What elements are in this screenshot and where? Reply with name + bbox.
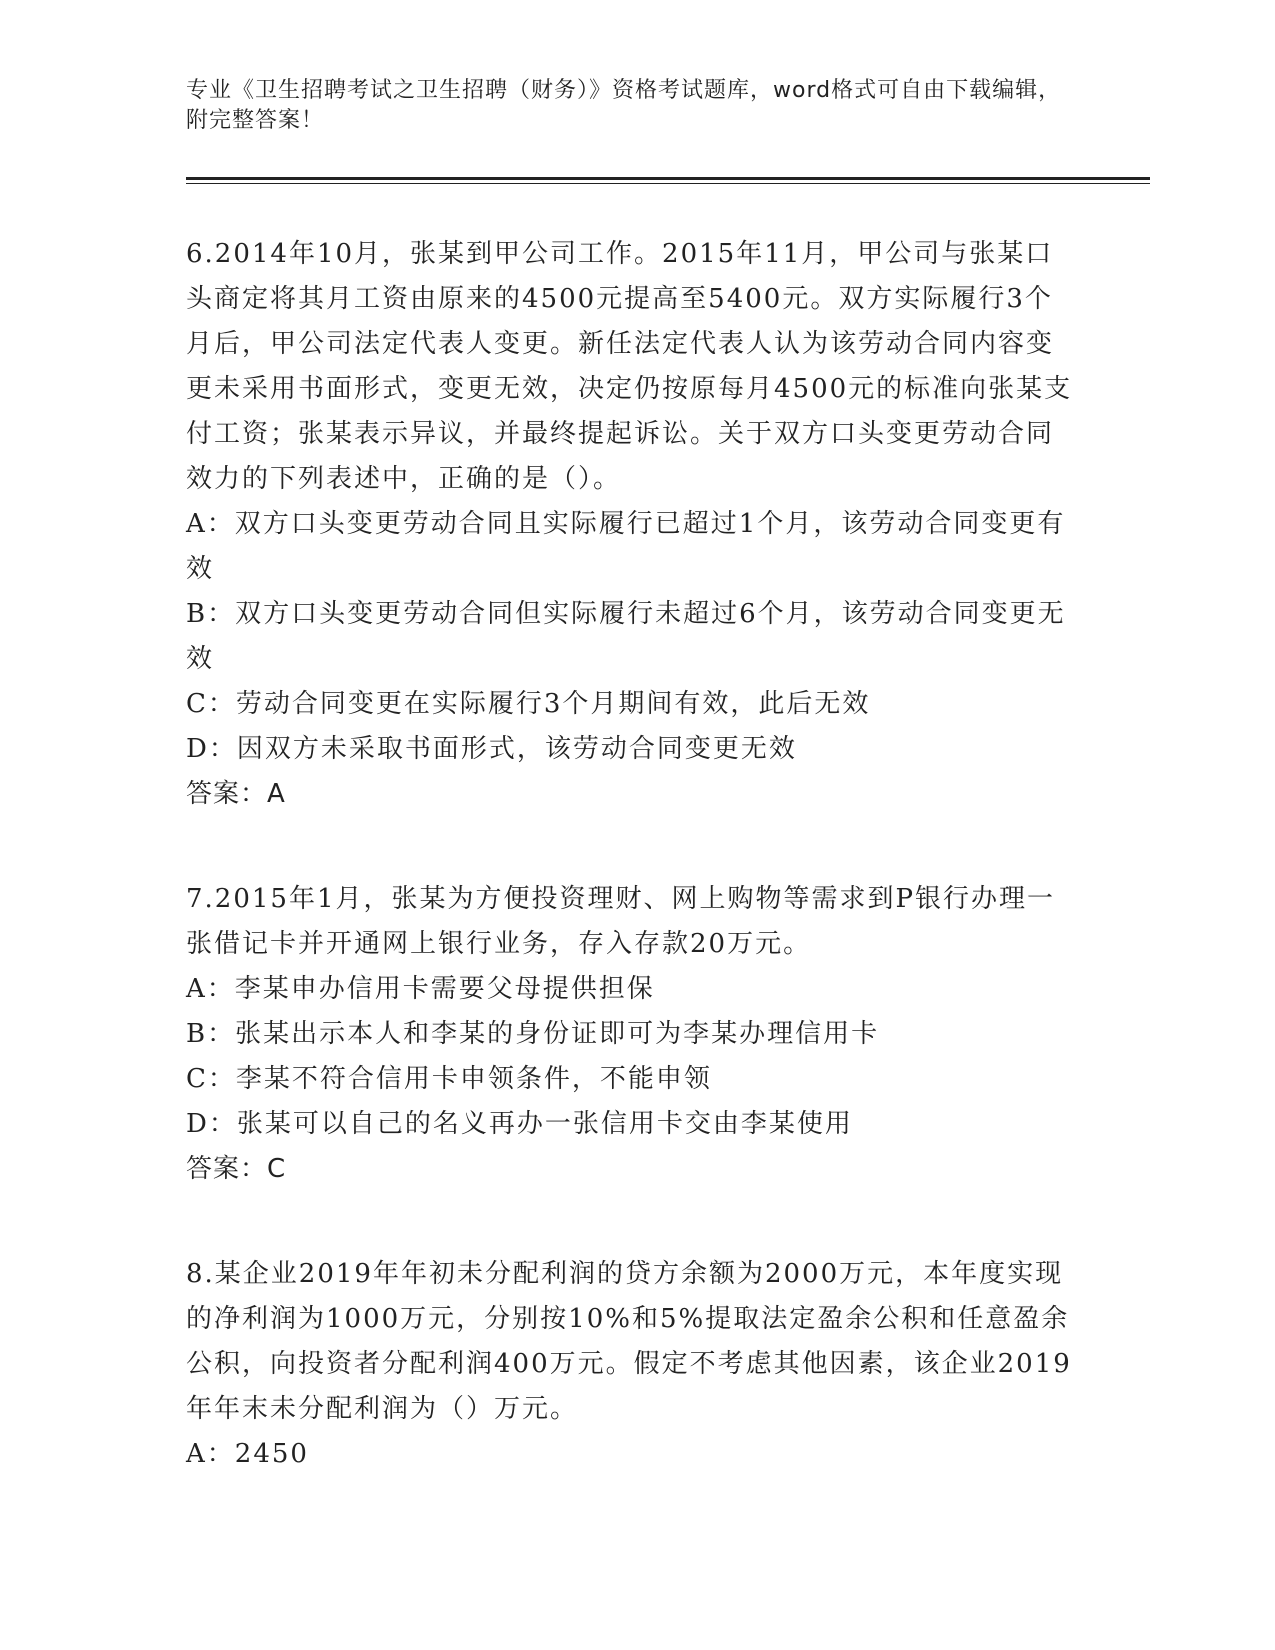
question-6	[186, 232, 1076, 817]
header-divider-thin	[186, 183, 1150, 184]
answer-label: 答案：C	[186, 1154, 287, 1184]
answer-label: 答案：A	[186, 779, 286, 809]
option-a: A：2450	[186, 1439, 309, 1469]
question-stem: 7.2015年1月，张某为方便投资理财、网上购物等需求到P银行办理一张借记卡并开通网上银行业务，存入存款20万元。	[186, 884, 1056, 959]
header-divider-thick	[186, 177, 1150, 180]
option-a: A：李某申办信用卡需要父母提供担保	[186, 974, 655, 1004]
option-b: B：双方口头变更劳动合同但实际履行未超过6个月，该劳动合同变更无效	[186, 599, 1066, 674]
question-stem: 8.某企业2019年年初未分配利润的贷方余额为2000万元，本年度实现的净利润为1000万元，分别按10%和5%提取法定盈余公积和任意盈余公积，向投资者分配利润400万元。假定不考虑其他因素，该企业2019年年末未分配利润为（）万元。	[186, 1259, 1072, 1424]
option-c: C：李某不符合信用卡申领条件，不能申领	[186, 1064, 712, 1094]
option-d: D：张某可以自己的名义再办一张信用卡交由李某使用	[186, 1109, 853, 1139]
question-list	[186, 232, 1076, 1537]
option-b: B：张某出示本人和李某的身份证即可为李某办理信用卡	[186, 1019, 880, 1049]
document-header: 专业《卫生招聘考试之卫生招聘（财务）》资格考试题库，word格式可自由下载编辑，附完整答案！	[186, 78, 1062, 133]
question-stem: 6.2014年10月，张某到甲公司工作。2015年11月，甲公司与张某口头商定将其月工资由原来的4500元提高至5400元。双方实际履行3个月后，甲公司法定代表人变更。新任法定代表人认为该劳动合同内容变更未采用书面形式，变更无效，决定仍按原每月4500元的标准向张某支付工资；张某表示异议，并最终提起诉讼。关于双方口头变更劳动合同效力的下列表述中，正确的是（）。	[186, 239, 1073, 494]
option-a: A：双方口头变更劳动合同且实际履行已超过1个月，该劳动合同变更有效	[186, 509, 1066, 584]
option-c: C：劳动合同变更在实际履行3个月期间有效，此后无效	[186, 689, 871, 719]
question-8	[186, 1252, 1076, 1477]
question-7	[186, 877, 1076, 1192]
option-d: D：因双方未采取书面形式，该劳动合同变更无效	[186, 734, 797, 764]
